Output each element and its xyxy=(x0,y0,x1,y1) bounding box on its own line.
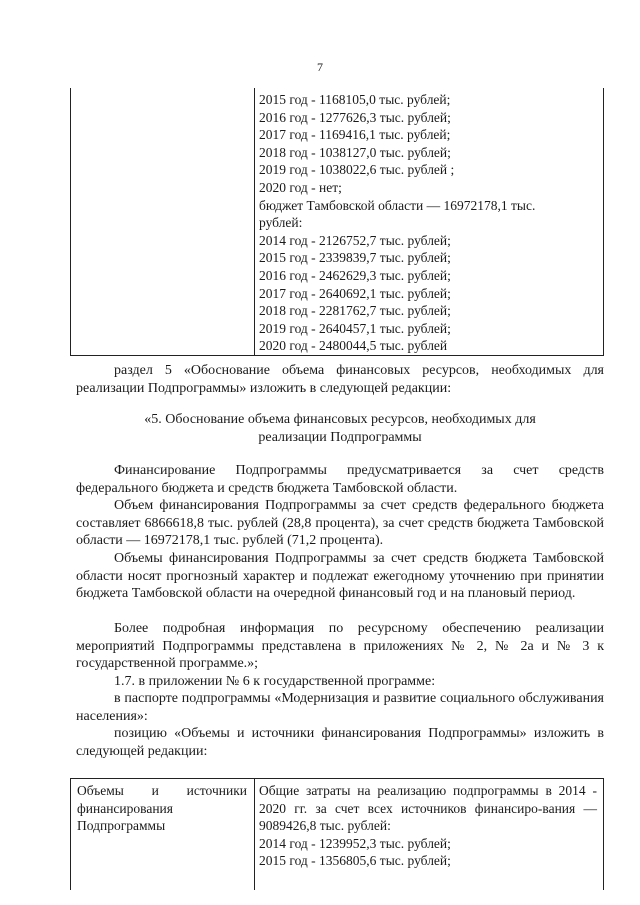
financing-line: 2020 год - 2480044,5 тыс. рублей xyxy=(259,338,448,354)
column-divider xyxy=(254,88,255,355)
label-line: Объемы и источники xyxy=(77,783,247,798)
financing-line: 2019 год - 2640457,1 тыс. рублей; xyxy=(259,320,451,336)
financing-line: 2017 год - 2640692,1 тыс. рублей; xyxy=(259,285,451,301)
item-1-7: 1.7. в приложении № 6 к государственной программе: xyxy=(114,674,436,689)
financing-line: 2014 год - 2126752,7 тыс. рублей; xyxy=(259,232,451,248)
financing-line: 2018 год - 1038127,0 тыс. рублей; xyxy=(259,144,451,160)
financing-line: 2018 год - 2281762,7 тыс. рублей; xyxy=(259,303,451,319)
financing-line: 2019 год - 1038022,6 тыс. рублей ; xyxy=(259,162,455,178)
financing-table-continued xyxy=(70,88,604,356)
financing-line: 2015 год - 1356805,6 тыс. рублей; xyxy=(259,853,451,869)
paragraph-financing: Финансирование Подпрограммы предусматривается за счет средств федерального бюджета и средств бюджета Тамбовской области. xyxy=(76,463,604,496)
financing-lines xyxy=(259,91,535,355)
paragraph-passport: в паспорте подпрограммы «Модернизация и развитие социального обслуживания населения»: xyxy=(76,691,604,724)
section5-intro: раздел 5 «Обоснование объема финансовых ресурсов, необходимых для реализации Подпрограммы» изложить в следующей редакции: xyxy=(76,363,604,396)
financing-line: бюджет Тамбовской области — 16972178,1 тыс. xyxy=(259,197,536,213)
passport-table xyxy=(70,778,604,890)
financing-line: рублей: xyxy=(259,215,303,231)
page-number: 7 xyxy=(317,60,323,74)
financing-line: 2015 год - 1168105,0 тыс. рублей; xyxy=(259,92,451,107)
label-line: Подпрограммы xyxy=(77,818,166,834)
paragraph-forecast: Объемы финансирования Подпрограммы за счет средств бюджета Тамбовской области носят прогнозный характер и подлежат ежегодному уточнению при принятии бюджета Тамбовской области на очередной финансовый год и на плановый период. xyxy=(76,551,604,601)
paragraph-volume: Объем финансирования Подпрограммы за счет средств федерального бюджета составляет 6866618,8 тыс. рублей (28,8 процента), за счет средств бюджета Тамбовской области — 16972178,1 тыс. рублей (71,2 процента). xyxy=(76,498,604,548)
passport-table-label-cell xyxy=(77,782,247,835)
label-line: финансирования xyxy=(77,800,173,816)
financing-line: 2017 год - 1169416,1 тыс. рублей; xyxy=(259,127,451,143)
financing-line: 2016 год - 2462629,3 тыс. рублей; xyxy=(259,267,451,283)
paragraph-position: позицию «Объемы и источники финансирования Подпрограммы» изложить в следующей редакции: xyxy=(76,726,604,759)
financing-line: 2016 год - 1277626,3 тыс. рублей; xyxy=(259,109,451,125)
column-divider xyxy=(254,779,255,890)
financing-line: 2020 год - нет; xyxy=(259,179,342,195)
financing-line: 2014 год - 1239952,3 тыс. рублей; xyxy=(259,835,451,851)
paragraph-details: Более подробная информация по ресурсному обеспечению реализации мероприятий Подпрограммы представлена в приложениях № 2, № 2а и № 3 к государственной программе.»; xyxy=(76,621,604,671)
section5-heading: «5. Обоснование объема финансовых ресурсов, необходимых для реализации Подпрограммы xyxy=(144,412,536,445)
total-costs-text: Общие затраты на реализацию подпрограммы в 2014 - 2020 гг. за счет всех источников финансиро-вания — 9089426,8 тыс. рублей: xyxy=(259,783,597,834)
financing-line: 2015 год - 2339839,7 тыс. рублей; xyxy=(259,250,451,266)
passport-table-value-cell xyxy=(259,782,597,870)
